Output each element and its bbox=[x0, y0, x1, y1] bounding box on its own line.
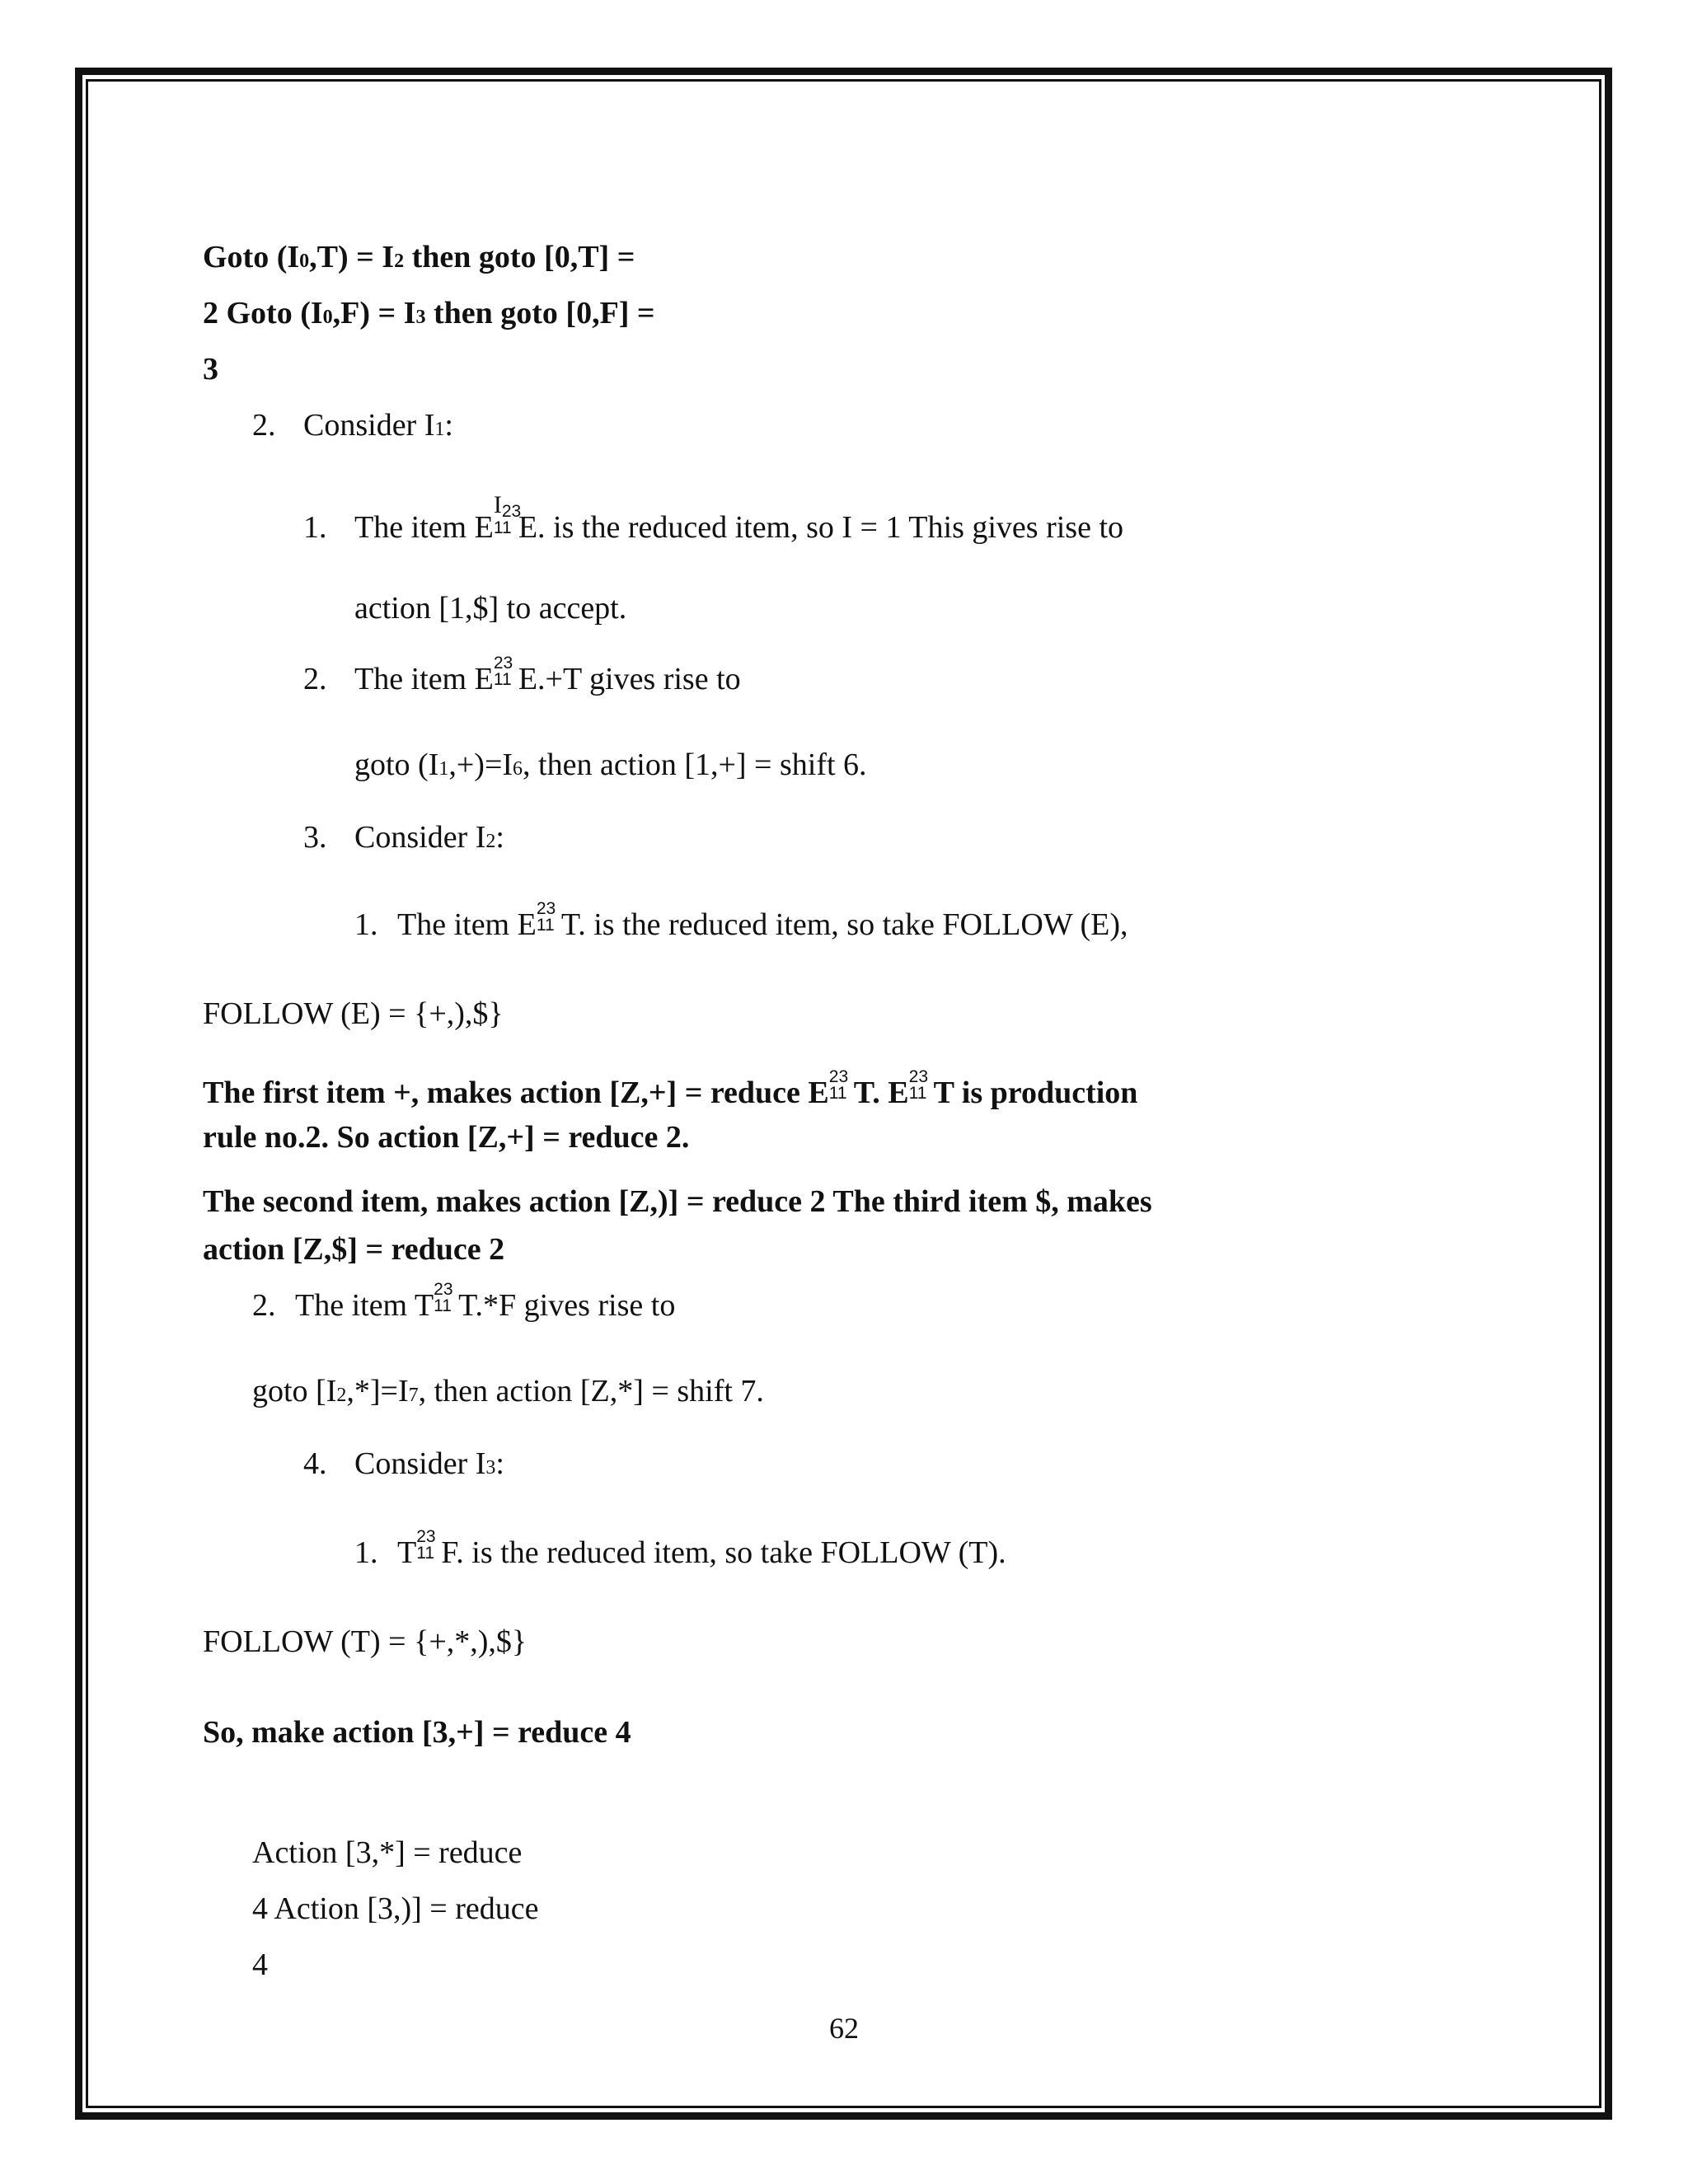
accept-line bbox=[354, 592, 626, 626]
glyph-letter: I bbox=[493, 491, 502, 518]
text-run: Consider I bbox=[354, 1446, 486, 1481]
subscript: 1 bbox=[434, 419, 445, 440]
text-run: 2 Goto (I bbox=[203, 296, 323, 330]
text-run: Action [3,*] = reduce bbox=[252, 1835, 523, 1870]
text-run: goto (I bbox=[354, 748, 439, 782]
glyph-top: 23 bbox=[536, 899, 556, 918]
text-run: ,T) = I bbox=[309, 240, 395, 274]
glyph-bottom: 11 bbox=[493, 670, 512, 689]
action-star-line bbox=[252, 1836, 522, 1871]
arrow-glyph bbox=[416, 1527, 441, 1566]
text-run: The first item +, makes action [Z,+] = reduce E bbox=[203, 1076, 829, 1110]
text-run: : bbox=[444, 408, 453, 443]
text-run: Consider I bbox=[354, 820, 486, 855]
text-run: : bbox=[495, 820, 504, 855]
list-number: 1. bbox=[354, 1535, 378, 1570]
glyph-bottom: 11 bbox=[416, 1544, 435, 1563]
first-item-line bbox=[203, 1067, 1138, 1111]
subscript: 1 bbox=[438, 758, 449, 780]
goto-line-3 bbox=[203, 353, 218, 387]
list-number: 2. bbox=[252, 408, 276, 443]
subscript: 7 bbox=[408, 1385, 419, 1406]
text-run: goto [I bbox=[252, 1374, 337, 1408]
text-run: So, make action [3,+] = reduce 4 bbox=[203, 1715, 631, 1750]
goto-line-1 bbox=[203, 241, 635, 275]
goto-shift-6-line bbox=[354, 748, 867, 783]
page-number: 62 bbox=[829, 2012, 859, 2045]
glyph-top: 23 bbox=[434, 1280, 453, 1299]
make-action-line bbox=[203, 1716, 631, 1750]
subscript: 6 bbox=[513, 758, 523, 780]
text-run: The item E bbox=[354, 662, 494, 696]
text-run: The item T bbox=[295, 1288, 434, 1323]
list-number: 1. bbox=[354, 907, 378, 942]
glyph-top: 23 bbox=[416, 1527, 436, 1546]
glyph-top: 23 bbox=[908, 1067, 928, 1086]
text-run: ,+)=I bbox=[448, 748, 513, 782]
list-number: 2. bbox=[252, 1288, 276, 1323]
list-item-consider-i3 bbox=[303, 1447, 504, 1482]
list-item-t-star-f bbox=[252, 1280, 676, 1324]
action-z-dollar-line bbox=[203, 1233, 504, 1268]
goto-shift-7-line bbox=[252, 1375, 764, 1409]
action-paren-line bbox=[252, 1892, 538, 1927]
list-item-consider-i2 bbox=[303, 821, 504, 855]
goto-line-2 bbox=[203, 297, 655, 331]
text-run: ,*]=I bbox=[346, 1374, 409, 1408]
arrow-glyph bbox=[434, 1280, 458, 1319]
list-item-e-plus-t bbox=[303, 654, 741, 697]
list-item-reduced-e bbox=[303, 491, 1123, 546]
text-run: The item E bbox=[354, 510, 494, 545]
list-number: 1. bbox=[303, 510, 327, 545]
text-run: The second item, makes action [Z,)] = reduce 2 The third item $, makes bbox=[203, 1184, 1152, 1219]
reduce-4-line bbox=[252, 1948, 268, 1983]
text-run: E.+T gives rise to bbox=[518, 662, 741, 696]
text-run: Goto (I bbox=[203, 240, 300, 274]
subscript: 2 bbox=[394, 251, 405, 272]
subscript: 3 bbox=[415, 307, 426, 328]
list-item-consider-i1 bbox=[252, 409, 453, 443]
text-run: T.*F gives rise to bbox=[458, 1288, 676, 1323]
glyph-top: 23 bbox=[828, 1067, 849, 1086]
text-run: FOLLOW (T) = {+,*,),$} bbox=[203, 1624, 528, 1659]
list-item-reduced-t bbox=[354, 899, 1128, 943]
text-run: The item E bbox=[397, 907, 537, 942]
text-run: E. is the reduced item, so I = 1 This gives rise to bbox=[518, 510, 1123, 545]
text-run: then goto [0,F] = bbox=[425, 296, 655, 330]
follow-t-line bbox=[203, 1625, 527, 1660]
subscript: 2 bbox=[485, 831, 496, 852]
list-number: 4. bbox=[303, 1446, 327, 1481]
list-item-reduced-f bbox=[354, 1527, 1006, 1571]
arrow-glyph bbox=[493, 654, 518, 692]
glyph-top: 23 bbox=[493, 654, 513, 673]
arrow-glyph bbox=[828, 1067, 854, 1106]
text-run: 4 bbox=[252, 1947, 268, 1982]
text-run: T. is the reduced item, so take FOLLOW (E), bbox=[560, 907, 1128, 942]
arrow-glyph bbox=[493, 491, 522, 541]
text-run: then goto [0,T] = bbox=[404, 240, 635, 274]
text-run: Consider I bbox=[303, 408, 435, 443]
text-run: T is production bbox=[933, 1076, 1138, 1110]
follow-e-line bbox=[203, 997, 504, 1032]
second-item-line bbox=[203, 1185, 1152, 1220]
subscript: 0 bbox=[322, 307, 333, 328]
subscript: 2 bbox=[336, 1385, 347, 1406]
glyph-bottom: 11 bbox=[434, 1296, 452, 1315]
list-number: 2. bbox=[303, 662, 327, 696]
glyph-bottom: 11 bbox=[828, 1084, 847, 1103]
text-run: T bbox=[397, 1535, 417, 1570]
glyph-bottom: 11 bbox=[908, 1084, 927, 1103]
subscript: 3 bbox=[485, 1457, 496, 1479]
rule-no-2-line bbox=[203, 1121, 689, 1155]
list-number: 3. bbox=[303, 820, 327, 855]
text-run: , then action [1,+] = shift 6. bbox=[523, 748, 867, 782]
arrow-glyph bbox=[536, 899, 561, 938]
arrow-glyph bbox=[908, 1067, 934, 1106]
glyph-bottom: 11 bbox=[493, 518, 512, 537]
text-run: action [1,$] to accept. bbox=[354, 591, 627, 626]
text-run: action [Z,$] = reduce 2 bbox=[203, 1232, 505, 1267]
text-run: 3 bbox=[203, 352, 218, 387]
subscript: 0 bbox=[299, 251, 310, 272]
text-run: ,F) = I bbox=[332, 296, 416, 330]
text-run: : bbox=[495, 1446, 504, 1481]
text-run: , then action [Z,*] = shift 7. bbox=[418, 1374, 764, 1408]
text-run: F. is the reduced item, so take FOLLOW (T). bbox=[441, 1535, 1006, 1570]
text-run: FOLLOW (E) = {+,),$} bbox=[203, 996, 504, 1031]
glyph-bottom: 11 bbox=[536, 916, 555, 935]
text-run: 4 Action [3,)] = reduce bbox=[252, 1891, 539, 1926]
glyph-top: 23 bbox=[501, 502, 522, 521]
text-run: T. E bbox=[853, 1076, 909, 1110]
text-run: rule no.2. So action [Z,+] = reduce 2. bbox=[203, 1120, 690, 1155]
